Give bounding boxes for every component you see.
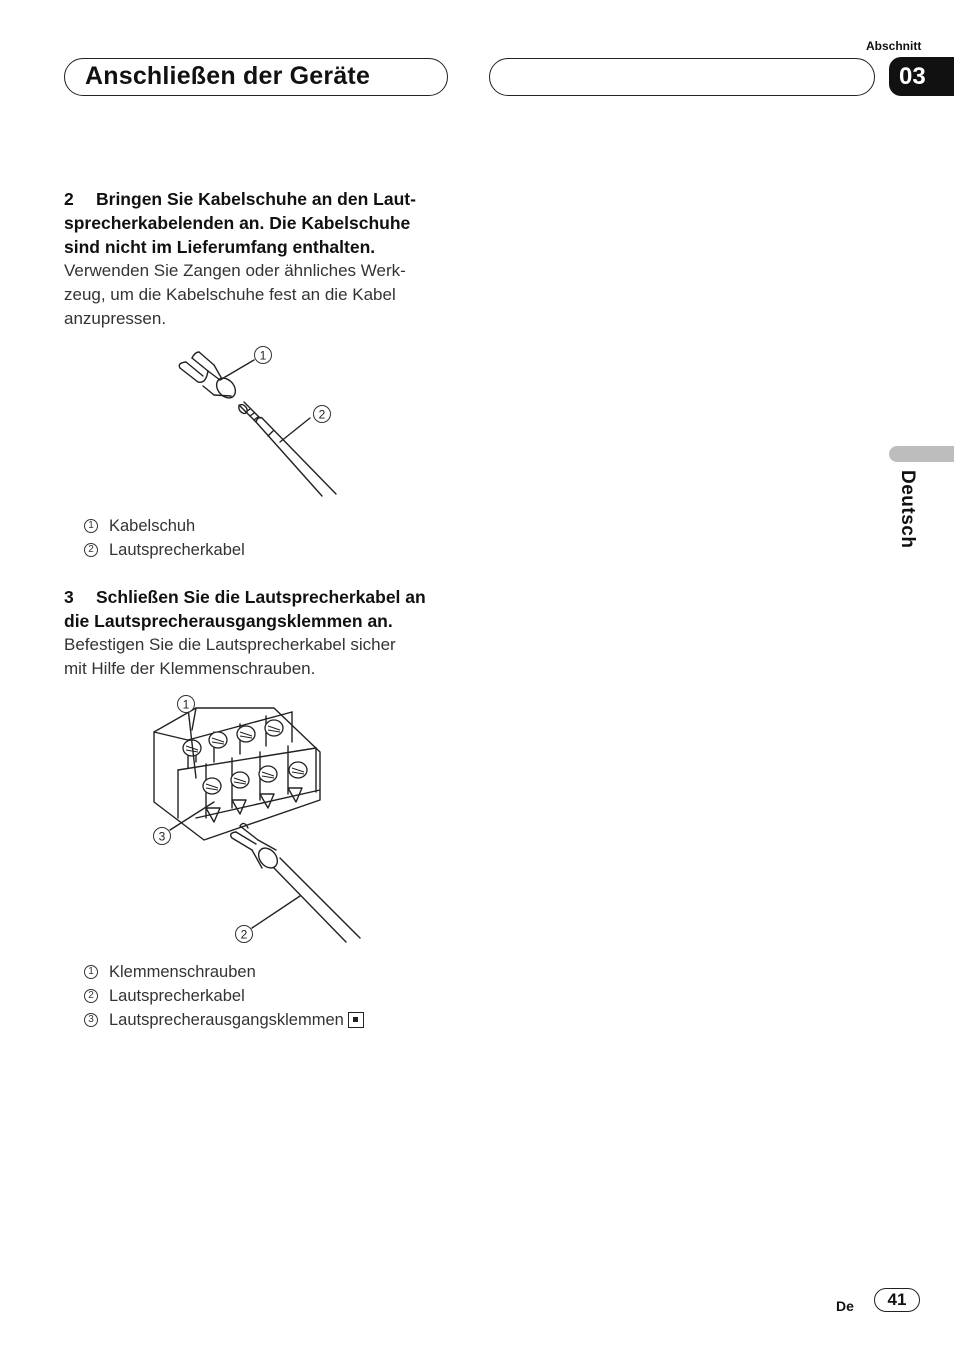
step-heading-line: Schließen Sie die Lautsprecherkabel an: [96, 587, 426, 607]
legend-label: Klemmenschrauben: [109, 963, 256, 981]
figure-terminal-block: [148, 690, 368, 950]
legend-item: [84, 514, 245, 538]
page-number: 41: [874, 1288, 920, 1312]
chapter-title: Anschließen der Geräte: [85, 62, 371, 90]
end-of-section-icon: [348, 1012, 364, 1028]
svg-text:1: 1: [182, 697, 190, 712]
figure1-callout-2: [314, 406, 331, 423]
legend-label: Lautsprecherkabel: [109, 541, 245, 559]
body-line: zeug, um die Kabelschuhe fest an die Kabel: [64, 285, 396, 304]
step-heading-line: die Lautsprecherausgangsklemmen an.: [64, 611, 393, 631]
step-heading-line: Bringen Sie Kabelschuhe an den Laut-: [96, 189, 416, 209]
body-line: Verwenden Sie Zangen oder ähnliches Werk-: [64, 261, 406, 280]
figure2-legend: [84, 960, 364, 1032]
legend-label: Lautsprecherausgangsklemmen: [109, 1011, 344, 1029]
svg-text:1: 1: [259, 348, 267, 363]
language-tab-marker: [889, 446, 954, 462]
legend-item: [84, 960, 364, 984]
legend-number: 3: [84, 1013, 98, 1027]
svg-text:2: 2: [240, 927, 248, 942]
svg-text:3: 3: [158, 829, 166, 844]
legend-label: Kabelschuh: [109, 517, 196, 535]
body-line: mit Hilfe der Klemmenschrauben.: [64, 659, 316, 678]
body-line: anzupressen.: [64, 309, 167, 328]
language-tab-label: Deutsch: [897, 470, 918, 549]
legend-number: 2: [84, 989, 98, 1003]
step-number: 3: [64, 587, 74, 607]
figure1-callout-1: [255, 347, 272, 364]
section-number-badge: 03: [889, 57, 954, 96]
chapter-title-pill: [64, 58, 448, 96]
step-3-body: [64, 633, 448, 681]
step-3-heading: [64, 585, 454, 633]
legend-item: [84, 984, 364, 1008]
legend-label: Lautsprecherkabel: [109, 987, 245, 1005]
legend-number: 2: [84, 543, 98, 557]
legend-item: [84, 538, 245, 562]
figure2-callout-1: [178, 696, 195, 713]
legend-item: [84, 1008, 364, 1032]
footer-language-code: De: [836, 1298, 854, 1314]
figure-cable-lug: [170, 340, 350, 505]
legend-number: 1: [84, 519, 98, 533]
step-2-heading: [64, 187, 448, 259]
body-line: Befestigen Sie die Lautsprecherkabel sicher: [64, 635, 396, 654]
figure1-legend: [84, 514, 245, 562]
step-heading-line: sprecherkabelenden an. Die Kabelschuhe: [64, 213, 411, 233]
legend-number: 1: [84, 965, 98, 979]
section-label: Abschnitt: [866, 39, 922, 53]
terminal-screws-bottom: [203, 762, 307, 794]
step-2-body: [64, 259, 448, 331]
step-heading-line: sind nicht im Lieferumfang enthalten.: [64, 237, 376, 257]
header-blank-pill: [489, 58, 875, 96]
figure2-callout-2: [236, 926, 253, 943]
step-number: 2: [64, 189, 74, 209]
svg-text:2: 2: [318, 407, 326, 422]
figure2-callout-3: [154, 828, 171, 845]
